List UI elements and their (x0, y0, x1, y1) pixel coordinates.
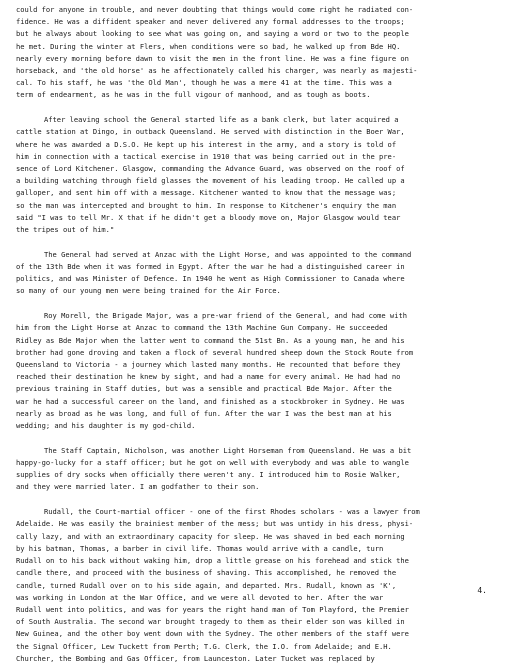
text-line: Rudall on to his back without waking him, drop a little grease on his forehead and stick the (16, 556, 409, 566)
text-line: Churcher, the Bombing and Gas Officer, from Launceston. Later Tucket was replaced by (16, 653, 375, 663)
text-line: sence of Lord Kitchener. Glasgow, commanding the Advance Guard, was observed on the roof of (16, 164, 405, 174)
paragraph-gap (16, 102, 501, 115)
text-line: the tripes out of him." (16, 225, 115, 235)
text-line: The Staff Captain, Nicholson, was another Light Horseman from Queensland. He was a bit (44, 445, 412, 455)
text-line: candle there, and proceed with the business of shaving. This accomplished, he removed the (16, 568, 397, 578)
paragraph (16, 506, 501, 665)
paragraph (16, 4, 501, 102)
text-line: nearly as broad as he was long, and full of fun. After the war I was the best man at his (16, 408, 392, 418)
paragraph (16, 310, 501, 432)
text-line: a building watching through field glasses the movement of his leading troop. He called up a (16, 176, 405, 186)
text-line: cally lazy, and with an extraordinary capacity for sleep. He was shaved in bed each morning (16, 531, 405, 541)
paragraph-gap (16, 432, 501, 445)
text-line: cattle station at Dingo, in outback Queensland. He served with distinction in the Boer War, (16, 127, 405, 137)
text-line: so many of our young men were being trained for the Air Force. (16, 286, 281, 296)
text-line: he met. During the winter at Flers, when conditions were so bad, he walked up from Bde HQ. (16, 41, 401, 51)
text-line: brother had gone droving and taken a flock of several hundred sheep down the Stock Route from (16, 347, 414, 357)
text-line: and they were married later. I am godfather to their son. (16, 482, 260, 492)
text-line: could for anyone in trouble, and never doubting that things would come right he radiated con- (16, 5, 414, 14)
text-line: wedding; and his daughter is my god-child. (16, 421, 196, 431)
text-line: galloper, and sent him off with a message. Kitchener wanted to know that the message was; (16, 188, 397, 198)
text-line: where he was awarded a D.S.O. He kept up his interest in the army, and a story is told of (16, 139, 397, 149)
text-line: term of endearment, as he was in the full vigour of manhood, and as tough as boots. (16, 90, 371, 100)
text-line: The General had served at Anzac with the Light Horse, and was appointed to the command (44, 249, 412, 259)
paragraph (16, 114, 501, 236)
text-line: previous training in Staff duties, but was a sensible and practical Bde Major. After the (16, 384, 392, 394)
paragraph-gap (16, 298, 501, 311)
paragraph (16, 249, 501, 298)
text-line: New Guinea, and the other boy went down with the Sydney. The other members of the staff were (16, 629, 409, 639)
text-line: him in connection with a tactical exercise in 1910 that was being carried out in the pre- (16, 151, 397, 161)
text-line: the Signal Officer, Lew Tuckett from Perth; T.G. Clerk, the I.O. from Adelaide; and E.H. (16, 641, 392, 651)
text-line: Ridley as Bde Major when the latter went to command the 51st Bn. As a young man, he and his (16, 335, 405, 345)
text-line: Roy Morell, the Brigade Major, was a pre-war friend of the General, and had come with (44, 311, 408, 321)
text-line: by his batman, Thomas, a barber in civil life. Thomas would arrive with a candle, turn (16, 543, 384, 553)
text-line: horseback, and 'the old horse' as he affectionately called his charger, was nearly as majesti- (16, 66, 418, 76)
text-line: After leaving school the General started life as a bank clerk, but later acquired a (44, 115, 399, 125)
page-number: 4. (477, 586, 487, 595)
text-line: nearly every morning before dawn to visit the men in the front line. He was a fine figure on (16, 53, 409, 63)
text-line: so the man was intercepted and brought to him. In response to Kitchener's enquiry the man (16, 200, 397, 210)
text-line: was working in London at the War Office, and we were all devoted to her. After the war (16, 592, 384, 602)
text-line: of South Australia. The second war brought tragedy to them as their elder son was killed in (16, 617, 405, 627)
text-line: said "I was to tell Mr. X that if he didn't get a bloody move on, Major Glasgow would tear (16, 212, 401, 222)
text-line: Rudall, the Court-martial officer - one of the first Rhodes scholars - was a lawyer from (44, 507, 420, 517)
text-line: supplies of dry socks when officially there weren't any. I introduced him to Rosie Walker, (16, 470, 401, 480)
text-line: but he always about looking to see what was going on, and saying a word or two to the people (16, 29, 409, 39)
text-line: cal. To his staff, he was 'the Old Man', though he was a mere 41 at the time. This was a (16, 78, 392, 88)
text-line: Rudall went into politics, and was for years the right hand man of Tom Playford, the Premier (16, 604, 409, 614)
text-line: Queensland to Victoria - a journey which lasted many months. He recounted that before they (16, 360, 401, 370)
text-line: of the 13th Bde when it was formed in Egypt. After the war he had a distinguished career in (16, 262, 405, 272)
paragraph-gap (16, 494, 501, 507)
text-line: candle, turned Rudall over on to his side again, and departed. Mrs. Rudall, known as 'K', (16, 580, 397, 590)
text-line: him from the Light Horse at Anzac to command the 13th Machine Gun Company. He succeeded (16, 323, 388, 333)
text-line: politics, and was Minister of Defence. In 1940 he went as High Commissioner to Canada where (16, 274, 405, 284)
paragraph-gap (16, 236, 501, 249)
text-line: war he had a successful career on the land, and finished as a stockbroker in Sydney. He was (16, 396, 405, 406)
text-line: fidence. He was a diffident speaker and never delivered any formal addresses to the troops; (16, 17, 405, 27)
text-line: happy-go-lucky for a staff officer; but he got on well with everybody and was able to wangle (16, 458, 409, 468)
text-line: Adelaide. He was easily the brainiest member of the mess; but was untidy in his dress, physi- (16, 519, 414, 529)
text-line: reached their destination he knew by sight, and had a name for every animal. He had had no (16, 372, 401, 382)
paragraph (16, 445, 501, 494)
